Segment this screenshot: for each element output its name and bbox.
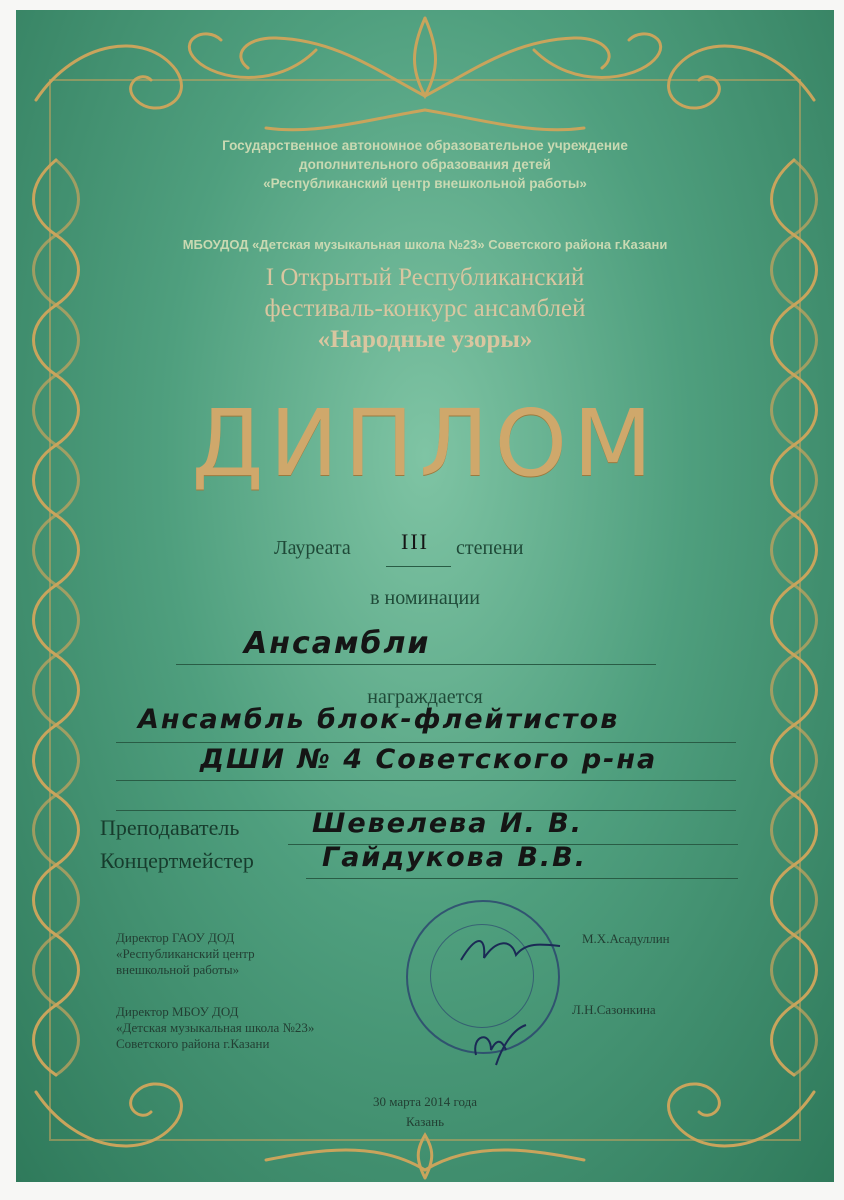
awardee-line-1: Ансамбль блок-флейтистов <box>138 704 620 735</box>
director2-title <box>116 1004 314 1052</box>
diploma-title: ДИПЛОМ <box>191 390 659 497</box>
accompanist-underline <box>306 878 738 879</box>
nomination-underline <box>176 664 656 665</box>
director1-line-2: «Республиканский центр <box>116 946 255 961</box>
nomination-label: в номинации <box>370 587 480 609</box>
director2-line-1: Директор МБОУ ДОД <box>116 1004 239 1019</box>
director1-name: М.Х.Асадуллин <box>582 931 670 946</box>
festival-line-3: «Народные узоры» <box>317 326 533 353</box>
accompanist-name: Гайдукова В.В. <box>322 842 588 873</box>
footer-date: 30 марта 2014 года <box>372 1094 478 1109</box>
awardee-underline-2 <box>116 780 736 781</box>
festival-line-2: фестиваль-конкурс ансамблей <box>264 295 586 322</box>
degree-underline <box>386 566 451 567</box>
director2-signature <box>466 1020 536 1070</box>
awardee-underline-1 <box>116 742 736 743</box>
teacher-name: Шевелева И. В. <box>312 808 583 839</box>
director1-line-1: Директор ГАОУ ДОД <box>116 930 235 945</box>
nomination-handwritten: Ансамбли <box>244 626 431 661</box>
festival-title <box>16 262 834 355</box>
organization-header <box>16 136 834 193</box>
degree-handwritten: III <box>401 529 429 554</box>
footer-city: Казань <box>405 1114 445 1129</box>
director2-line-2: «Детская музыкальная школа №23» <box>116 1020 315 1035</box>
school-line: МБОУДОД «Детская музыкальная школа №23» Советского района г.Казани <box>182 237 668 252</box>
awardee-line-2: ДШИ № 4 Советского р-на <box>200 744 658 775</box>
org-line-3: «Республиканский центр внешкольной работы» <box>263 176 587 191</box>
director2-name: Л.Н.Сазонкина <box>572 1002 656 1017</box>
org-line-1: Государственное автономное образовательное учреждение <box>222 138 628 153</box>
laureate-prefix: Лауреата <box>274 537 351 559</box>
accompanist-label: Концертмейстер <box>100 848 254 873</box>
awarded-label: награждается <box>367 686 483 708</box>
director1-signature <box>456 930 566 970</box>
org-line-2: дополнительного образования детей <box>299 157 551 172</box>
teacher-label: Преподаватель <box>100 815 240 840</box>
degree-suffix: степени <box>456 537 524 559</box>
director1-line-3: внешкольной работы» <box>116 962 240 977</box>
director2-line-3: Советского района г.Казани <box>116 1036 270 1051</box>
diploma-certificate <box>16 10 834 1182</box>
festival-line-1: I Открытый Республиканский <box>265 264 585 291</box>
director1-title <box>116 930 255 978</box>
